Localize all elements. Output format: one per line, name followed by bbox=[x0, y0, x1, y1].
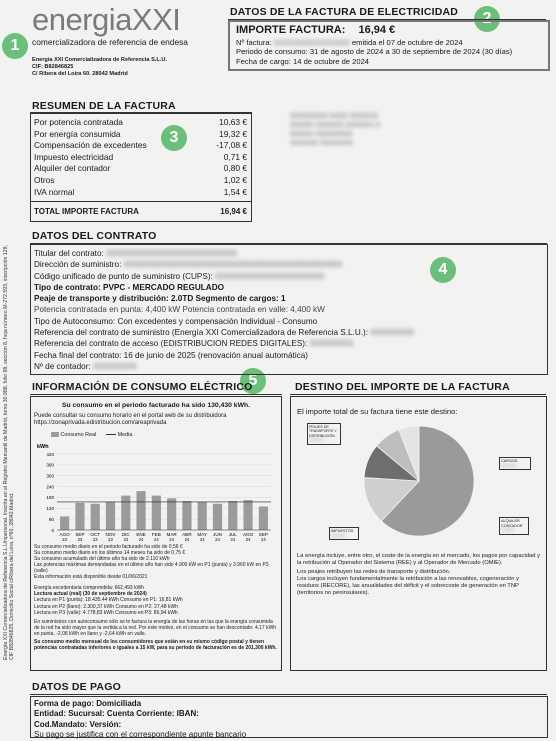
x-tick-label: NOV bbox=[105, 532, 116, 537]
callout-peajes: PEAJES DE TRANSPORTE Y DISTRIBUCIÓN XX,XX% bbox=[307, 423, 341, 445]
y-tick-label: 0 bbox=[51, 527, 54, 533]
x-tick-year: 24 bbox=[230, 537, 236, 542]
consumption-intro: Puede consultar su consumo horario en el portal web de su distribuidora bbox=[34, 413, 227, 419]
contract-box bbox=[30, 244, 548, 375]
summary-row: Por potencia contratada 10,63 € bbox=[34, 117, 247, 127]
logo: energiaXXI bbox=[32, 2, 181, 37]
x-tick-label: MAY bbox=[197, 532, 208, 537]
x-tick-year: 23 bbox=[62, 537, 67, 542]
x-tick-label: SEP bbox=[258, 532, 268, 537]
x-tick-year: 23 bbox=[92, 537, 98, 542]
x-tick-year: 23 bbox=[108, 537, 113, 542]
bar bbox=[228, 501, 237, 530]
contract-type: Tipo de contrato: PVPC - MERCADO REGULADO bbox=[34, 282, 224, 292]
bar bbox=[91, 504, 100, 530]
charge-date-value: 14 de octubre de 2024 bbox=[293, 56, 370, 66]
payment-method: Forma de pago: Domiciliada bbox=[34, 699, 142, 708]
summary-row: Compensación de excedentes -17,08 € bbox=[34, 140, 247, 151]
x-tick-label: DIC bbox=[121, 532, 130, 537]
bar bbox=[106, 502, 115, 530]
consumption-note: Su consumo acumulado del último año ha sido de 2.110 kWh bbox=[34, 556, 170, 563]
chart-legend: Consumo Real Media bbox=[51, 432, 132, 439]
x-tick-year: 23 bbox=[123, 537, 129, 542]
x-tick-year: 24 bbox=[199, 537, 205, 542]
bar bbox=[259, 506, 268, 530]
bar bbox=[152, 496, 161, 530]
payment-title: DATOS DE PAGO bbox=[32, 681, 121, 693]
meter-line: Energía excedentaria comprendida: 662,493 kWh bbox=[34, 585, 145, 591]
summary-row: Por energía consumida 19,32 € bbox=[34, 128, 247, 139]
contract-access-ref: Referencia del contrato de acceso (EDISTRIBUCION REDES DIGITALES): XXXXXXXX bbox=[34, 339, 354, 349]
x-tick-label: FEB bbox=[151, 532, 161, 537]
invoice-number-label: Nº factura: bbox=[236, 38, 272, 47]
company-info: Energía XXI Comercializadora de Referencia S.L.U. CIF: B82846825 C/ Ribera del Loira 60. 28042 Madrid bbox=[32, 57, 167, 77]
x-tick-year: 24 bbox=[184, 537, 190, 542]
payment-note: Su pago se justifica con el correspondiente apunte bancario bbox=[34, 730, 247, 740]
x-tick-year: 24 bbox=[154, 537, 159, 542]
y-tick-label: 420 bbox=[46, 451, 54, 457]
meter-line: Lectura actual (real) (30 de septiembre de 2024) bbox=[34, 591, 147, 598]
x-tick-label: JUN bbox=[213, 532, 222, 537]
summary-row: Impuesto electricidad 0,71 € bbox=[34, 151, 247, 162]
x-tick-year: 24 bbox=[261, 537, 266, 542]
y-tick-label: 180 bbox=[46, 495, 54, 501]
destination-intro: El importe total de su factura tiene este destino: bbox=[297, 407, 458, 416]
summary-row: Alquiler del contador 0,80 € bbox=[34, 163, 247, 174]
period-label: Periodo de consumo: bbox=[236, 47, 308, 57]
callout-impuestos: IMPUESTOS XX,XX% bbox=[329, 527, 359, 540]
meter-line: Lectura en P1 (punta): 18.435,44 kWh Consumo en P1: 16,81 kWh bbox=[34, 597, 183, 604]
consumption-bar-chart bbox=[31, 440, 281, 545]
bar bbox=[121, 496, 130, 530]
bar bbox=[198, 502, 207, 530]
x-tick-year: 23 bbox=[77, 537, 83, 542]
contract-cups: Código unificado de punto de suministro (CUPS): XXXXXXXXXXXXXXXXXXXX bbox=[34, 271, 325, 281]
bar bbox=[167, 498, 176, 530]
tagline: comercializadora de referencia de endesa bbox=[32, 37, 188, 47]
charge-date-label: Fecha de cargo: bbox=[236, 56, 291, 66]
amount-label: IMPORTE FACTURA: bbox=[236, 24, 346, 36]
y-tick-label: 360 bbox=[46, 462, 54, 468]
bar bbox=[75, 503, 84, 530]
x-tick-label: ABR bbox=[182, 532, 192, 537]
contract-power: Potencia contratada en punta: 4,400 kW Potencia contratada en valle: 4,400 kW bbox=[34, 305, 325, 315]
callout-alquiler: ALQUILER CONTADOR X,XX% bbox=[499, 517, 529, 535]
summary-total: TOTAL IMPORTE FACTURA 16,94 € bbox=[34, 207, 247, 216]
consumption-note: Las potencias máximas demandadas en el último año han sido 4.900 kW en P1 (punta) y 3.960 kW en P3 (valle) bbox=[34, 562, 269, 575]
invoice-data-title: DATOS DE LA FACTURA DE ELECTRICIDAD bbox=[230, 6, 459, 18]
x-tick-year: 24 bbox=[215, 537, 220, 542]
payment-box bbox=[30, 696, 548, 738]
callout-cargos: CARGOS XX,XX% bbox=[499, 457, 531, 470]
contract-supply-ref: Referencia del contrato de suministro (Energía XXI Comercializadora de Referencia S.L.U.): XXXXXXXX bbox=[34, 328, 415, 338]
contract-address: Dirección de suministro: XXXXXXXXXXXXXXXXXXXXXXXXXXXXXXXXXXXXXXXX bbox=[34, 260, 343, 270]
x-tick-label: AGO bbox=[242, 532, 254, 537]
average-note: Su consumo medio mensual de los consumidores que están en su mismo código postal y tienen potencias contratadas inferiores o iguales a 15 kW, para su periodo de facturación es de 201,300 kWh. bbox=[34, 638, 277, 651]
y-tick-label: 300 bbox=[46, 473, 54, 479]
destination-text: La energía incluye, entre otro, el coste de la energía en el mercado, los pagos por capacidad y la retribución al Operador del Sistema (REE) y al Operador de Mercado (OMIE). bbox=[297, 553, 540, 566]
contract-selfconsumption: Tipo de Autoconsumo: Con excedentes y compensación Individual - Consumo bbox=[34, 316, 318, 326]
bar bbox=[182, 501, 191, 530]
selfconsumption-note: En suministros con autoconsumo sólo se le factura la energía de las horas en las que la energía consumida de la red ha sido mayor que la vertida a la red. Por este motivo, en el consumo se han descontado: 4,17 kWh en punta, -2,08 kWh en llano y -2,64 kWh en valle. bbox=[34, 619, 277, 638]
summary-title: RESUMEN DE LA FACTURA bbox=[32, 100, 176, 112]
invoice-issue-date: emitida el 07 de octubre de 2024 bbox=[351, 38, 463, 47]
contract-holder: Titular del contrato: XXXXXXXXXXXXXXXXXXXXXXXX bbox=[34, 249, 238, 258]
summary-row: Otros 1,02 € bbox=[34, 174, 247, 185]
x-tick-label: OCT bbox=[90, 532, 101, 537]
badge-3: 3 bbox=[161, 125, 187, 151]
badge-5: 5 bbox=[240, 368, 266, 394]
invoice-data-box: IMPORTE FACTURA: 16,94 € Nº factura: XXXXXXXXXXXXXXX emitida el 07 de octubre de 2024 Periodo de consumo: 31 de agosto de 2024 a 30 de septiembre de 2024 (30 días) Fecha de cargo: 14 de octubre de 2024 bbox=[228, 20, 550, 71]
y-tick-label: 240 bbox=[46, 484, 54, 490]
consumption-title: INFORMACIÓN DE CONSUMO ELÉCTRICO bbox=[32, 381, 253, 393]
consumption-note: Esta información está disponible desde 01/06/2021 bbox=[34, 574, 148, 581]
bar bbox=[213, 504, 222, 530]
contract-end-date: Fecha final del contrato: 16 de junio de 2025 (renovación anual automática) bbox=[34, 350, 309, 360]
y-tick-label: 60 bbox=[48, 516, 54, 522]
payment-bank: Entidad: Sucursal: Cuenta Corriente: IBAN: bbox=[34, 709, 199, 719]
contract-title: DATOS DEL CONTRATO bbox=[32, 230, 157, 242]
payment-mandate: Cod.Mandato: Versión: bbox=[34, 719, 122, 729]
contract-meter: Nº de contador: XXXXXXXX bbox=[34, 361, 137, 371]
meter-line: Lectura en P3 (valle): 4.778,83 kWh Consumo en P3: 86,94 kWh bbox=[34, 609, 178, 616]
x-tick-year: 24 bbox=[245, 537, 251, 542]
meter-line: Lectura en P2 (llano): 2.300,37 kWh Consumo en P2: 27,48 kWh bbox=[34, 603, 178, 610]
x-tick-year: 24 bbox=[169, 537, 174, 542]
contract-toll: Peaje de transporte y distribución: 2.0TD Segmento de cargos: 1 bbox=[34, 294, 286, 304]
bar bbox=[60, 516, 69, 530]
side-legal-text: Energía XXI Comercializadora de Referencia S.L.Unipersonal. Inscrita en el Registro Mercantil de Madrid, tomo 30.988, folio 98, sección 8, hoja número M-272.593, inscripción 129, CIF B82846825. Domicilio Social c/Ribera del Loira, nº60, 28042 Madrid. bbox=[3, 245, 16, 660]
amount-value: 16,94 € bbox=[358, 24, 396, 36]
address-block: XXXXXXXX XXXX XXXXXX XXXXX XXXXXX XXXXXX X XXXXX XXXXXXXX XXXXXX XXXXXXX bbox=[290, 113, 380, 147]
y-axis-label: kWh bbox=[37, 444, 49, 450]
summary-row: IVA normal 1,54 € bbox=[34, 186, 247, 197]
bar bbox=[243, 500, 252, 530]
distributor-link[interactable]: https://zonaprivada.edistribucion.com/areaprivada bbox=[34, 420, 167, 426]
x-tick-label: AGO bbox=[59, 532, 70, 537]
destination-title: DESTINO DEL IMPORTE DE LA FACTURA bbox=[295, 381, 510, 393]
badge-1: 1 bbox=[2, 33, 28, 59]
period-value: 31 de agosto de 2024 a 30 de septiembre de 2024 (30 días) bbox=[309, 47, 513, 57]
x-tick-year: 24 bbox=[138, 537, 144, 542]
summary-box bbox=[30, 113, 252, 222]
consumption-note: Su consumo medio diario en el periodo facturado ha sido de 0,56 € bbox=[34, 544, 183, 550]
y-tick-label: 120 bbox=[46, 506, 54, 512]
x-tick-label: SEP bbox=[75, 532, 85, 537]
badge-4: 4 bbox=[430, 257, 456, 283]
bar bbox=[136, 491, 145, 530]
destination-text: Los cargos incluyen fundamentalmente la retribución a las renovables, cogeneración y residuos (RECORE), las anualidades del déficit y el sobrecoste de generación en TNP (territorios no peninsulares). bbox=[297, 576, 520, 596]
consumption-headline: Su consumo en el periodo facturado ha sido 130,430 kWh. bbox=[61, 402, 251, 409]
x-tick-label: MAR bbox=[166, 532, 177, 537]
consumption-box bbox=[30, 396, 282, 671]
consumption-note: Su consumo medio diario en los últimos 14 meses ha sido de 0,75 € bbox=[34, 550, 186, 557]
x-tick-label: JUL bbox=[228, 532, 237, 537]
destination-text: Los peajes retribuyen las redes de transporte y distribución. bbox=[297, 569, 451, 575]
x-tick-label: ENE bbox=[136, 532, 146, 537]
destination-box bbox=[290, 396, 547, 671]
